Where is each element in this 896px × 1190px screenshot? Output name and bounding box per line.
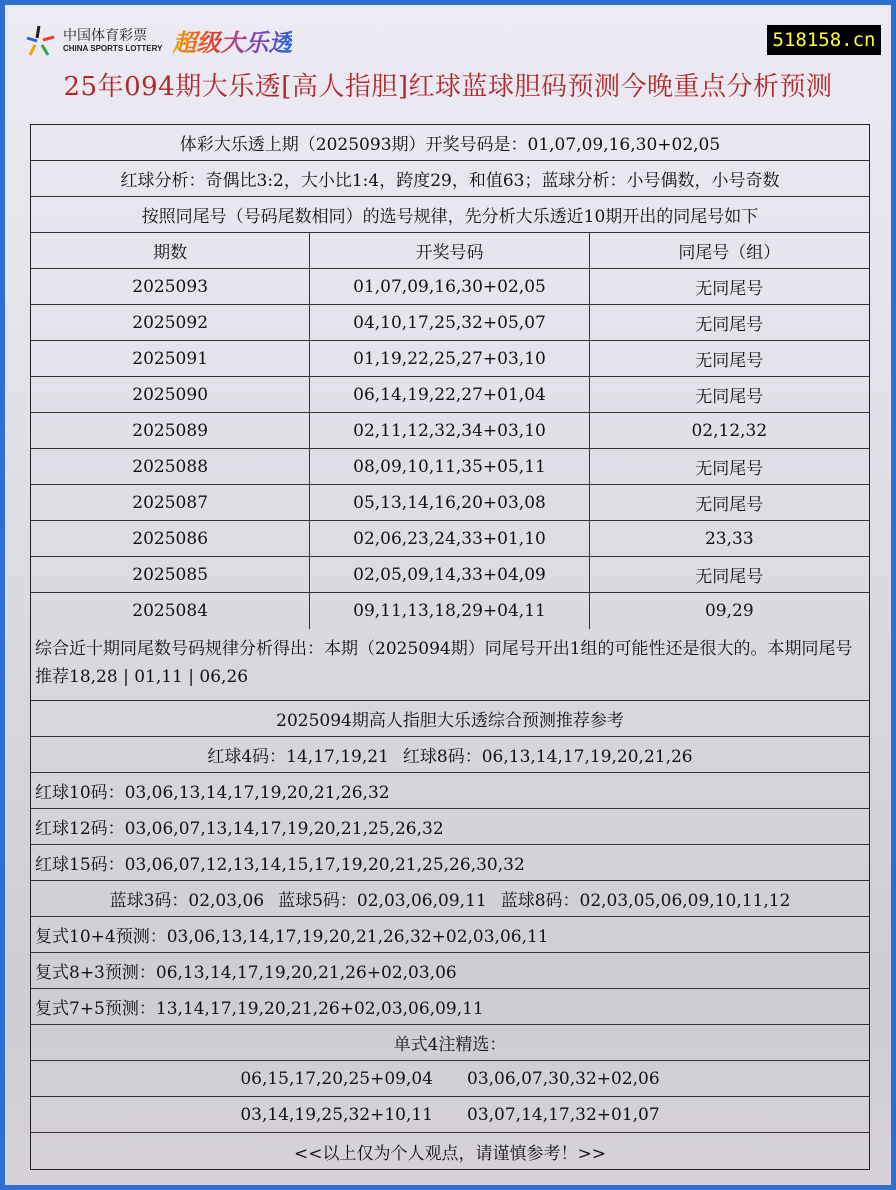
footer-text: <<以上仅为个人观点，请谨慎参考！>>	[294, 1143, 606, 1164]
cell-numbers: 02,05,09,14,33+04,09	[310, 557, 589, 592]
header-numbers: 开奖号码	[310, 233, 589, 268]
red-4-8-row	[31, 737, 869, 773]
logo-star-icon	[23, 24, 57, 58]
fs7-row	[31, 989, 869, 1025]
table-row	[31, 305, 869, 341]
table-header	[31, 233, 869, 269]
cell-same-tail: 无同尾号	[695, 351, 764, 371]
cell-numbers: 05,13,14,16,20+03,08	[310, 485, 589, 520]
cell-same-tail: 无同尾号	[695, 567, 764, 587]
conclusion-text: 综合近十期同尾数号码规律分析得出：本期（2025094期）同尾号开出1组的可能性还是很大的。本期同尾号推荐18,28 | 01,11 | 06,26	[35, 639, 853, 687]
single-row-2	[31, 1097, 869, 1133]
blue-row	[31, 881, 869, 917]
cell-period: 2025085	[31, 557, 310, 592]
prediction-table	[30, 124, 870, 1170]
red10-text: 红球10码：03,06,13,14,17,19,20,21,26,32	[35, 783, 390, 803]
cell-period: 2025093	[31, 269, 310, 304]
rule-text: 按照同尾号（号码尾数相同）的选号规律，先分析大乐透近10期开出的同尾号如下	[141, 207, 759, 227]
page-title: 25年094期大乐透[高人指胆]红球蓝球胆码预测今晚重点分析预测	[63, 72, 833, 102]
cell-numbers: 08,09,10,11,35+05,11	[310, 449, 589, 484]
rec-title-row	[31, 701, 869, 737]
conclusion-row	[31, 629, 869, 701]
cell-period: 2025090	[31, 377, 310, 412]
red-15-row	[31, 845, 869, 881]
single-row-1	[31, 1061, 869, 1097]
logo-en: CHINA SPORTS LOTTERY	[63, 44, 163, 53]
cell-numbers: 04,10,17,25,32+05,07	[310, 305, 589, 340]
header-period: 期数	[31, 233, 310, 268]
single-pick: 03,07,14,17,32+01,07	[467, 1104, 660, 1125]
analysis-row	[31, 161, 869, 197]
single-title: 单式4注精选：	[393, 1035, 507, 1055]
fs7-text: 复式7+5预测：13,14,17,19,20,21,26+02,03,06,09,11	[35, 999, 484, 1019]
cell-numbers: 06,14,19,22,27+01,04	[310, 377, 589, 412]
red8-text: 红球8码：06,13,14,17,19,20,21,26	[402, 747, 693, 767]
logo-cn: 中国体育彩票	[63, 28, 147, 44]
cell-same-tail: 09,29	[704, 601, 754, 621]
table-row	[31, 521, 869, 557]
table-row	[31, 341, 869, 377]
cell-numbers: 01,19,22,25,27+03,10	[310, 341, 589, 376]
cell-period: 2025089	[31, 413, 310, 448]
table-row	[31, 377, 869, 413]
cell-same-tail: 23,33	[704, 528, 754, 549]
rule-row	[31, 197, 869, 233]
lottery-logo	[23, 23, 292, 58]
last-draw-text: 体彩大乐透上期（2025093期）开奖号码是：01,07,09,16,30+02,05	[179, 135, 721, 155]
footer-row	[31, 1133, 869, 1169]
cell-same-tail: 无同尾号	[695, 315, 764, 335]
cell-period: 2025091	[31, 341, 310, 376]
blue8-text: 蓝球8码：02,03,05,06,09,10,11,12	[500, 891, 791, 911]
cell-numbers: 09,11,13,18,29+04,11	[310, 593, 589, 629]
fs10-row	[31, 917, 869, 953]
table-row	[31, 557, 869, 593]
single-pick: 03,14,19,25,32+10,11	[240, 1104, 433, 1125]
last-draw-row	[31, 125, 869, 161]
cell-period: 2025088	[31, 449, 310, 484]
cell-same-tail: 无同尾号	[695, 459, 764, 479]
cell-numbers: 02,11,12,32,34+03,10	[310, 413, 589, 448]
table-row	[31, 485, 869, 521]
fs8-row	[31, 953, 869, 989]
red4-text: 红球4码：14,17,19,21	[207, 747, 389, 767]
single-pick: 03,06,07,30,32+02,06	[467, 1068, 660, 1089]
red15-text: 红球15码：03,06,07,12,13,14,15,17,19,20,21,25,26,30,32	[35, 855, 525, 875]
cell-same-tail: 无同尾号	[695, 495, 764, 515]
cell-numbers: 02,06,23,24,33+01,10	[310, 521, 589, 556]
cell-numbers: 01,07,09,16,30+02,05	[310, 269, 589, 304]
cell-period: 2025092	[31, 305, 310, 340]
table-row	[31, 269, 869, 305]
table-row	[31, 449, 869, 485]
site-badge[interactable]: 518158.cn	[767, 25, 881, 55]
rec-title: 2025094期高人指胆大乐透综合预测推荐参考	[276, 711, 624, 731]
cell-same-tail: 无同尾号	[695, 279, 764, 299]
table-row	[31, 593, 869, 629]
fs10-text: 复式10+4预测：03,06,13,14,17,19,20,21,26,32+02,03,06,11	[35, 927, 549, 947]
red-10-row	[31, 773, 869, 809]
analysis-text: 红球分析：奇偶比3:2，大小比1:4，跨度29，和值63；蓝球分析：小号偶数，小号奇数	[120, 171, 780, 191]
single-pick: 06,15,17,20,25+09,04	[240, 1068, 433, 1089]
red12-text: 红球12码：03,06,07,13,14,17,19,20,21,25,26,32	[35, 819, 444, 839]
cell-same-tail: 02,12,32	[691, 420, 768, 441]
cell-period: 2025087	[31, 485, 310, 520]
cell-period: 2025084	[31, 593, 310, 629]
logo-brand: 超级大乐透	[172, 23, 292, 58]
table-row	[31, 413, 869, 449]
cell-period: 2025086	[31, 521, 310, 556]
blue5-text: 蓝球5码：02,03,06,09,11	[278, 891, 487, 911]
red-12-row	[31, 809, 869, 845]
blue3-text: 蓝球3码：02,03,06	[109, 891, 265, 911]
header-same-tail: 同尾号（组）	[678, 243, 781, 263]
single-title-row	[31, 1025, 869, 1061]
fs8-text: 复式8+3预测：06,13,14,17,19,20,21,26+02,03,06	[35, 963, 457, 983]
cell-same-tail: 无同尾号	[695, 387, 764, 407]
